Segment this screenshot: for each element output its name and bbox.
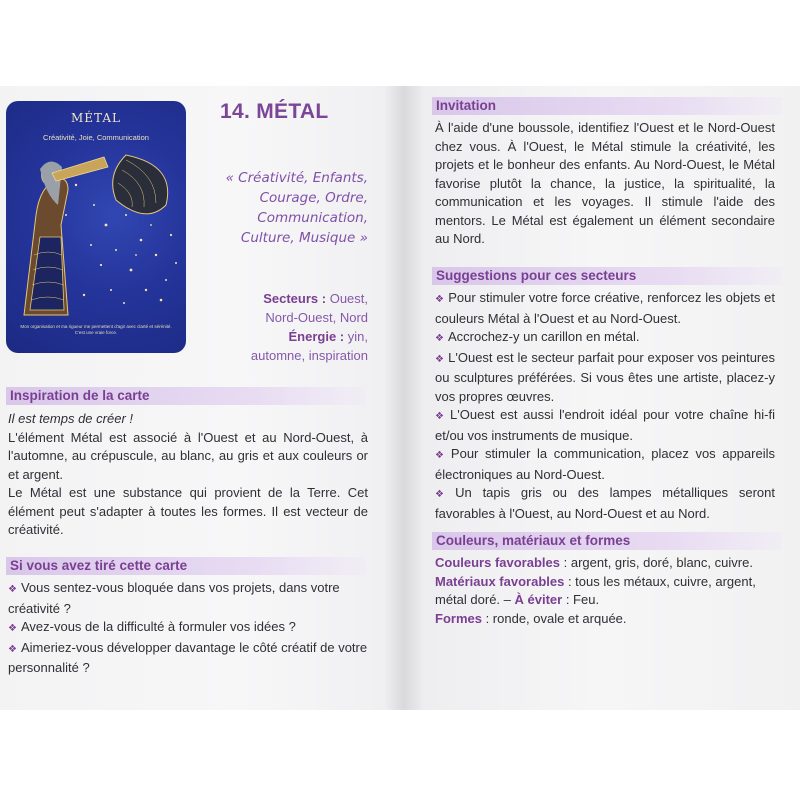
book-spread — [0, 86, 800, 710]
section-heading-inspiration: Inspiration de la carte — [6, 387, 366, 405]
energy-value-1: yin, — [347, 329, 368, 344]
colors-value: : argent, gris, doré, blanc, cuivre. — [560, 555, 753, 570]
sectors-block — [198, 289, 368, 365]
list-item: ❖ Un tapis gris ou des lampes métalliques seront favorables à l'Ouest, au Nord-Ouest et au Nord. — [435, 485, 775, 521]
materials-line — [435, 573, 780, 610]
inspiration-paragraph: Le Métal est une substance qui provient de la Terre. Cet élément peut s'adapter à toutes les formes. Il est vecteur de créativité. — [8, 485, 368, 537]
card-illustration — [6, 145, 186, 320]
diamond-bullet-icon: ❖ — [435, 294, 445, 305]
inspiration-paragraph: L'élément Métal est associé à l'Ouest et au Nord-Ouest, à l'automne, au crépuscule, au blanc, au gris et aux couleurs or et argent. — [8, 429, 368, 482]
list-item: ❖ Accrochez-y un carillon en métal. — [435, 329, 640, 344]
chapter-title: 14. MÉTAL — [220, 100, 329, 123]
right-page — [402, 86, 800, 710]
inspiration-text — [8, 410, 368, 540]
diamond-bullet-icon: ❖ — [435, 489, 452, 500]
list-item: ❖ Aimeriez-vous développer davantage le côté créatif de votre personnalité ? — [8, 639, 368, 675]
left-page — [0, 86, 402, 710]
keywords-quote — [188, 168, 368, 248]
shapes-value: : ronde, ovale et arquée. — [481, 610, 627, 626]
quote-line: Communication, — [257, 210, 368, 226]
inspiration-intro: Il est temps de créer ! — [8, 411, 133, 426]
colors-label: Couleurs favorables — [435, 555, 560, 570]
sectors-value-1: Ouest, — [329, 291, 368, 306]
diamond-bullet-icon: ❖ — [435, 333, 444, 344]
list-item: ❖ L'Ouest est le secteur parfait pour exposer vos peintures ou sculptures préférées. Si vous êtes une artiste, placez-y vos propres œuvres. — [435, 349, 775, 404]
diamond-bullet-icon: ❖ — [8, 643, 17, 655]
sectors-value-2: Nord-Ouest, Nord — [265, 310, 368, 325]
list-item: ❖ Pour stimuler la communication, placez vos appareils électroniques au Nord-Ouest. — [435, 446, 775, 482]
list-item: ❖ Avez-vous de la difficulté à formuler vos idées ? — [8, 619, 296, 634]
colors-line — [435, 554, 780, 573]
colors-block — [435, 554, 780, 628]
list-item: ❖ Pour stimuler votre force créative, renforcez les objets et couleurs Métal à l'Ouest et au Nord-Ouest. — [435, 290, 776, 326]
quote-line: Courage, Ordre, — [259, 190, 368, 206]
avoid-label: À éviter — [514, 592, 563, 607]
section-heading-suggestions: Suggestions pour ces secteurs — [432, 267, 782, 285]
section-heading-drawn-card: Si vous avez tiré cette carte — [6, 557, 366, 575]
materials-label: Matériaux favorables — [435, 573, 565, 589]
card-title: MÉTAL — [70, 111, 122, 125]
section-heading-invitation: Invitation — [432, 97, 782, 115]
list-item: ❖ L'Ouest est aussi l'endroit idéal pour votre chaîne hi-fi et/ou vos instruments de musique. — [435, 407, 775, 443]
avoid-value: : Feu. — [562, 592, 600, 607]
sectors-label: Secteurs : — [263, 291, 327, 306]
energy-value-2: automne, inspiration — [250, 348, 368, 363]
sectors-line — [198, 289, 368, 308]
shapes-label: Formes — [435, 610, 482, 626]
diamond-bullet-icon: ❖ — [435, 353, 445, 365]
diamond-bullet-icon: ❖ — [435, 411, 447, 422]
energy-label: Énergie : — [288, 329, 345, 344]
list-item: ❖ Vous sentez-vous bloquée dans vos projets, dans votre créativité ? — [8, 580, 340, 616]
diamond-bullet-icon: ❖ — [435, 450, 447, 461]
oracle-card — [6, 101, 186, 353]
quote-line: Culture, Musique » — [240, 230, 368, 246]
shapes-line — [435, 610, 780, 629]
diamond-bullet-icon: ❖ — [8, 623, 17, 634]
section-heading-colors: Couleurs, matériaux et formes — [432, 532, 782, 550]
suggestions-list — [435, 289, 775, 523]
quote-line: « Créativité, Enfants, — [225, 170, 368, 186]
card-keywords: Créativité, Joie, Communication — [43, 133, 149, 142]
energy-line — [198, 327, 368, 346]
materials-value: : tous les métaux, cuivre, argent, métal doré. – — [435, 573, 756, 607]
drawn-card-list — [8, 579, 368, 678]
diamond-bullet-icon: ❖ — [8, 584, 17, 595]
invitation-text: À l'aide d'une boussole, identifiez l'Ouest et le Nord-Ouest chez vous. À l'Ouest, le Métal stimule la créativité, les projets et le bonheur des enfants. Au Nord-Ouest, le Métal favorise plutôt la chance, la justice, la spiritualité, la communication et les voyages. Il stimule l'aide des mentors. Le Métal est également un élément secondaire au Nord. — [435, 120, 775, 246]
card-caption: Mon organisation et ma rigueur me permettent d'agir avec clarté et sérénité. C'est une vraie force. — [20, 324, 172, 335]
